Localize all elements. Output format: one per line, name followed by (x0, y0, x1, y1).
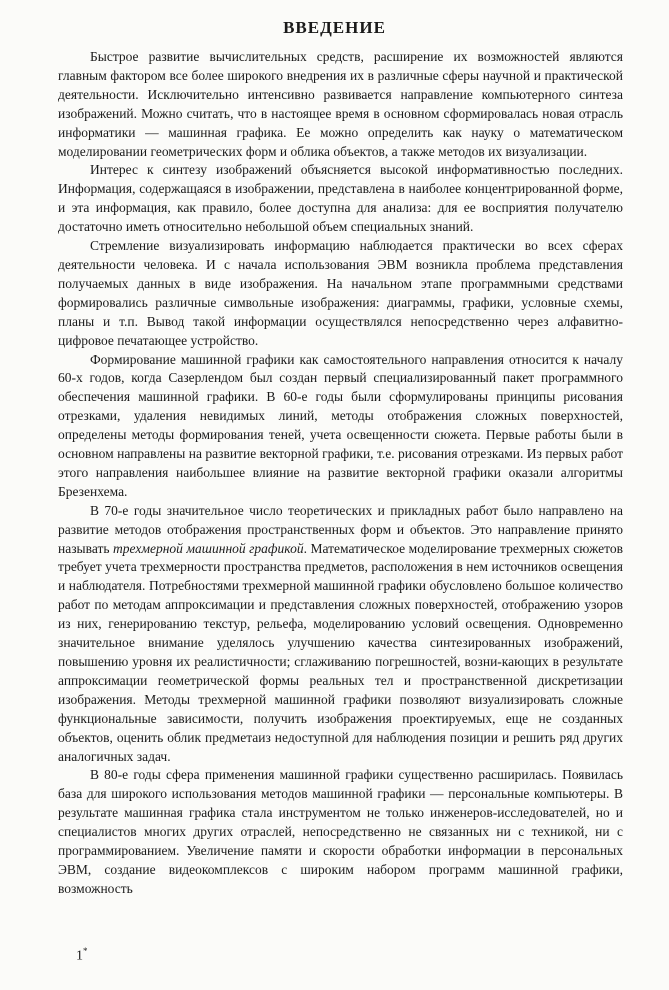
page-title: ВВЕДЕНИЕ (283, 18, 386, 37)
emphasized-term: трехмерной машинной графикой (113, 540, 304, 556)
page-number-value: 1 (76, 948, 83, 964)
paragraph-4: Формирование машинной графики как самостоятельного направления относится к началу 60-х годов, когда Сазерлендом был создан первый специализированный пакет программного обеспечения машинной графики. В 60-е годы были сформулированы принципы рисования отрезками, удаления невидимых линий, методы отображения сложных поверхностей, определены методы формирования теней, учета освещенности сюжета. Первые работы были в основном направлены на развитие векторной графики, т.е. рисования отрезками. Из первых работ этого направления наибольшее влияние на развитие векторной графики оказали алгоритмы Брезенхема. (58, 351, 623, 499)
paragraph-2: Интерес к синтезу изображений объясняется высокой информативностью последних. Информация, содержащаяся в изображении, представлена в наиболее концентрированной форме, и эта информация, как правило, более доступна для анализа: для ее восприятия получателю достаточно иметь относительно небольшой объем специальных знаний. (58, 162, 623, 235)
paragraph-1: Быстрое развитие вычислительных средств, расширение их возможностей являются главным фактором все более широкого внедрения их в различные сферы научной и практической деятельности. Исключительно интенсивно развивается направление компьютерного синтеза изображений. Можно считать, что в настоящее время в основном сформировалась новая отрасль информатики — машинная графика. Ее можно определить как науку о математическом моделировании геометрических форм и облика объектов, а также методов их визуализации. (58, 49, 623, 159)
page-mark: * (83, 946, 88, 956)
paragraph-3: Стремление визуализировать информацию наблюдается практически во всех сферах деятельности человека. И с начала использования ЭВМ возникла проблема представления получаемых данных в виде изображения. На начальном этапе программными средствами формировались различные символьные изображения: диаграммы, графики, условные схемы, планы и т.п. Вывод такой информации осуществлялся непосредственно через алфавитно-цифровое печатающее устройство. (58, 238, 623, 348)
paragraph-5 (58, 502, 623, 767)
paragraph-5-part-1: В 70-е годы значительное число теоретических и прикладных работ было направлено на развитие методов отображения пространственных форм и объектов. Это направление принято называть (58, 502, 623, 556)
paragraph-5-part-2: . Математическое моделирование трехмерных сюжетов требует учета трехмерности пространства предметов, расположения в нем источников освещения и наблюдателя. Потребностями трехмерной машинной графики обусловлено большое количество работ по методам аппроксимации и представления сложных поверхностей, отображению узоров из них, генерированию текстур, рельефа, моделированию условий освещения. Одновременно значительное внимание уделялось улучшению качества синтезированных изображений, повышению уровня их реалистичности; сглаживанию погрешностей, возни-кающих в результате аппроксимации геометрической формы реальных тел и пространственной дискретизации изображения. Методы трехмерной машинной графики позволяют визуализировать сложные функциональные зависимости, получить изображения проектируемых, еще не созданных объектов, оценить облик предметаиз недоступной для наблюдения позиции и решить ряд других аналогичных задач. (58, 540, 624, 764)
page-number (76, 946, 88, 965)
paragraph-6: В 80-е годы сфера применения машинной графики существенно расширилась. Появилась база для широкого использования методов машинной графики — персональные компьютеры. В результате машинная графика стала инструментом не только инженеров-исследователей, но и специалистов многих других отраслей, непосредственно не связанных ни с техникой, ни с программированием. Увеличение памяти и скорости обработки информации в персональных ЭВМ, создание видеокомплексов с широким набором программ машинной графики, возможность (58, 767, 623, 896)
body-text (58, 48, 623, 899)
